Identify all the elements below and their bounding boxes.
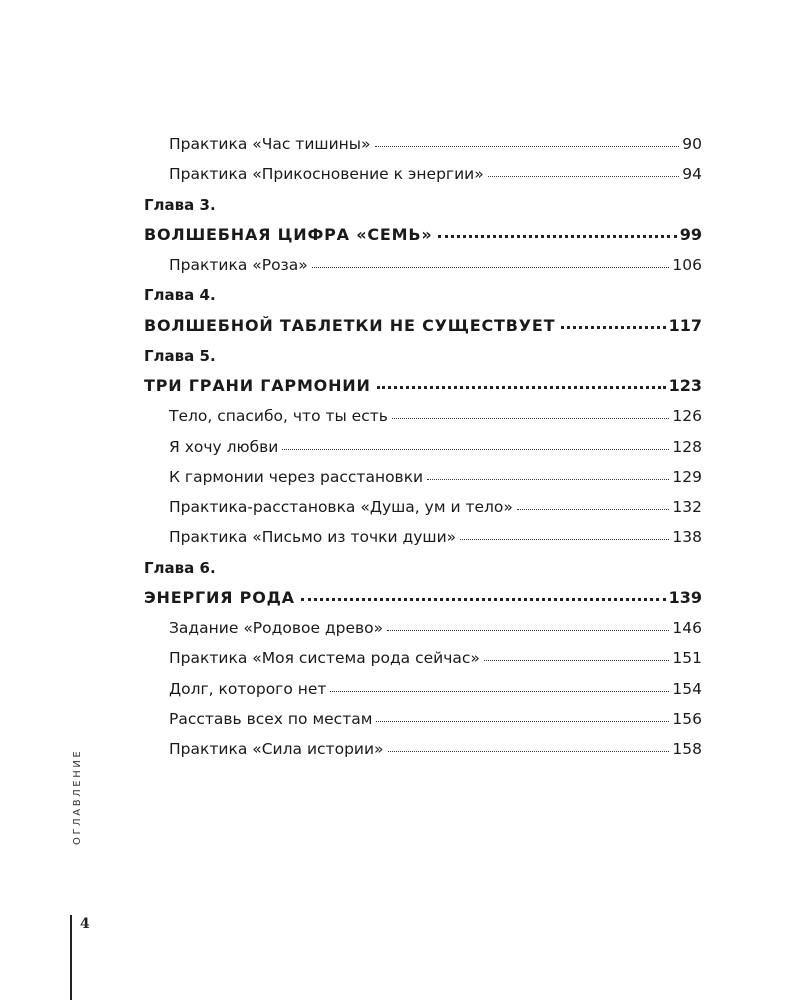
toc-page-number: 146 (672, 619, 702, 637)
toc-entry-title: Тело, спасибо, что ты есть (169, 407, 388, 426)
toc-chapter-entry (144, 311, 702, 341)
toc-entry-title: ЭНЕРГИЯ РОДА (144, 587, 295, 607)
toc-entry (144, 401, 702, 431)
toc-page-number: 154 (672, 679, 702, 698)
toc-page-number: 138 (672, 528, 702, 547)
toc-page-number: 126 (672, 407, 702, 426)
toc-chapter-entry (144, 583, 702, 613)
toc-page-number: 129 (672, 467, 702, 486)
toc-chapter-entry (144, 220, 702, 250)
toc-entry-title: Практика-расстановка «Душа, ум и тело» (169, 498, 513, 516)
toc-page-number: 123 (668, 376, 702, 395)
toc-entry (144, 522, 702, 552)
toc-entry (144, 462, 702, 492)
toc-page-number: 128 (672, 437, 702, 456)
toc-page-number: 106 (672, 256, 702, 274)
toc-chapter-number (144, 280, 702, 310)
running-head: ОГЛАВЛЕНИЕ (72, 748, 83, 845)
toc-page-number: 117 (668, 315, 702, 335)
toc-entry-title: Расставь всех по местам (169, 709, 373, 728)
toc-entry-title: Я хочу любви (169, 437, 279, 456)
toc-entry-title: Долг, которого нет (169, 679, 327, 698)
toc-page-number: 99 (679, 224, 702, 244)
toc-entry (144, 492, 702, 522)
dot-leader (392, 418, 669, 419)
margin-rule (70, 915, 72, 1000)
toc-entry-title: Глава 4. (144, 286, 216, 305)
toc-entry-title: Практика «Письмо из точки души» (169, 528, 457, 547)
toc-entry-title: Практика «Роза» (169, 256, 308, 274)
toc-page-number: 90 (682, 135, 702, 153)
dot-leader (301, 598, 666, 601)
toc-entry-title: К гармонии через расстановки (169, 467, 424, 486)
dot-leader (330, 691, 669, 692)
dot-leader (282, 449, 669, 450)
toc-entry-title: Задание «Родовое древо» (169, 619, 384, 637)
toc-entry-title: Практика «Моя система рода сейчас» (169, 649, 480, 668)
dot-leader (484, 660, 670, 661)
toc-page-number: 151 (672, 649, 702, 668)
toc-entry-title: Практика «Час тишины» (169, 135, 371, 153)
toc-entry-title: ТРИ ГРАНИ ГАРМОНИИ (144, 376, 371, 395)
toc-entry-title: Глава 6. (144, 558, 216, 577)
table-of-contents (144, 129, 702, 764)
dot-leader (376, 721, 669, 722)
page-number: 4 (80, 916, 90, 932)
toc-entry-title: Глава 5. (144, 346, 216, 365)
toc-entry-title: Глава 3. (144, 195, 216, 214)
dot-leader (387, 630, 669, 631)
dot-leader (375, 146, 680, 147)
toc-chapter-entry (144, 371, 702, 401)
dot-leader (488, 176, 680, 177)
toc-entry (144, 250, 702, 280)
toc-chapter-number (144, 341, 702, 371)
toc-entry-title: Практика «Прикосновение к энергии» (169, 165, 484, 184)
toc-entry-title: ВОЛШЕБНАЯ ЦИФРА «СЕМЬ» (144, 224, 433, 244)
toc-chapter-number (144, 190, 702, 220)
dot-leader (561, 326, 665, 329)
toc-page-number: 139 (668, 587, 702, 607)
toc-entry (144, 643, 702, 673)
toc-page-number: 158 (672, 740, 702, 758)
toc-entry (144, 613, 702, 643)
toc-page-number: 132 (672, 498, 702, 516)
toc-chapter-number (144, 553, 702, 583)
dot-leader (438, 235, 676, 238)
dot-leader (388, 751, 670, 752)
dot-leader (377, 386, 666, 389)
toc-page-number: 156 (672, 709, 702, 728)
toc-entry (144, 674, 702, 704)
toc-entry (144, 129, 702, 159)
toc-page-number: 94 (682, 165, 702, 184)
dot-leader (427, 479, 669, 480)
toc-entry (144, 432, 702, 462)
toc-entry-title: ВОЛШЕБНОЙ ТАБЛЕТКИ НЕ СУЩЕСТВУЕТ (144, 315, 556, 335)
dot-leader (312, 267, 670, 268)
toc-entry (144, 159, 702, 189)
dot-leader (460, 539, 669, 540)
toc-entry-title: Практика «Сила истории» (169, 740, 384, 758)
toc-entry (144, 704, 702, 734)
toc-entry (144, 734, 702, 764)
dot-leader (517, 509, 670, 510)
